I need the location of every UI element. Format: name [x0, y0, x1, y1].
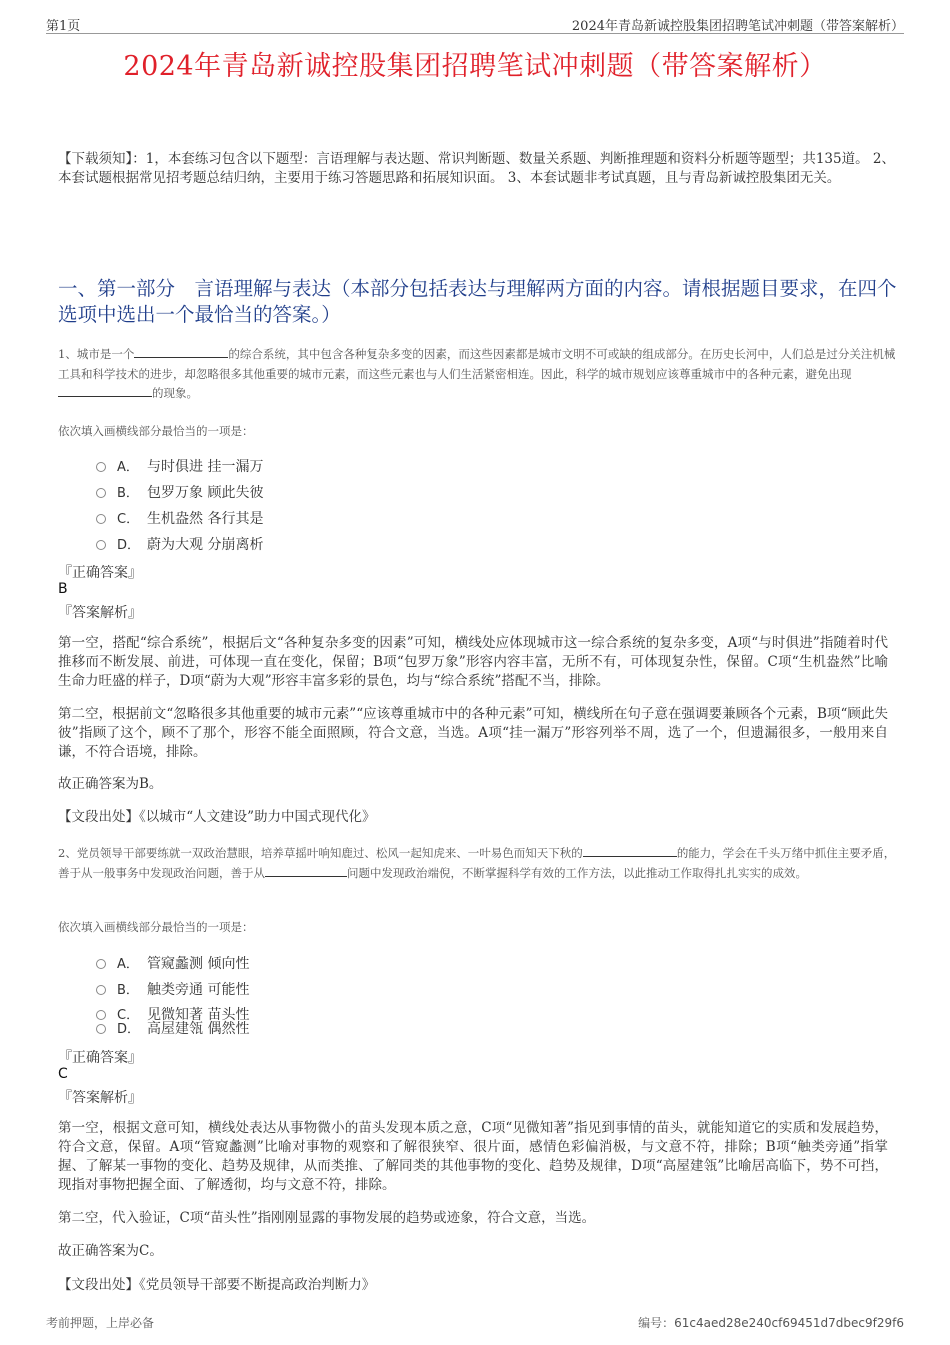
footer-serial [638, 1314, 904, 1331]
option-text: 生机盎然 各行其是 [147, 511, 264, 527]
question-1-stem-part-1: 1、城市是一个 [58, 347, 135, 361]
option-letter: D． [117, 538, 141, 553]
option-1a[interactable] [96, 456, 263, 476]
analysis-conclusion: 故正确答案为C。 [58, 1243, 163, 1259]
answer-blank [58, 384, 152, 397]
question-2-stem-part-2: 的能力，学会在千头万绪中抓住主要矛盾，善于从一般事务中发现政治问题，善于从 [58, 846, 896, 880]
analysis-conclusion: 故正确答案为B。 [58, 776, 163, 792]
option-letter: B． [117, 983, 139, 998]
analysis-paragraph: 第一空，搭配“综合系统”，根据后文“各种复杂多变的因素”可知，横线处应体现城市这一综合系统的复杂多变，A项“与时俱进”指随着时代推移而不断发展、前进，可体现一直在变化，保留；B项“包罗万象”形容内容丰富，无所不有，可体现复杂性，保留。C项“生机盎然”比喻生命力旺盛的样子，D项“蔚为大观”形容丰富多彩的景色，均与“综合系统”搭配不当，排除。 [58, 635, 888, 689]
correct-answer-label: 『正确答案』 [58, 1050, 142, 1066]
question-1-stem [58, 345, 904, 404]
option-letter: C． [117, 1008, 140, 1023]
option-text: 蔚为大观 分崩离析 [147, 537, 264, 553]
answer-blank [265, 864, 347, 877]
option-letter: B． [117, 486, 139, 501]
question-2-stem-part-1: 2、党员领导干部要练就一双政治慧眼，培养草摇叶响知鹿过、松风一起知虎来、一叶易色而知天下秋的 [58, 846, 583, 860]
option-1d[interactable] [96, 534, 263, 554]
correct-answer-label: 『正确答案』 [58, 565, 142, 581]
source-citation: 【文段出处】《以城市“人文建设”助力中国式现代化》 [58, 809, 376, 825]
header-divider [46, 33, 904, 34]
option-text: 高屋建瓴 偶然性 [147, 1021, 250, 1037]
answer-blank [583, 844, 677, 857]
radio-icon[interactable] [96, 462, 106, 472]
option-2a[interactable] [96, 953, 249, 973]
option-2b[interactable] [96, 979, 249, 999]
question-2-stem [58, 844, 904, 883]
page-number: 第1页 [46, 19, 81, 34]
radio-icon[interactable] [96, 959, 106, 969]
radio-icon[interactable] [96, 985, 106, 995]
option-text: 触类旁通 可能性 [147, 982, 250, 998]
question-2-stem-part-3: 问题中发现政治端倪，不断掌握科学有效的工作方法，以此推动工作取得扎扎实实的成效。 [347, 865, 807, 880]
analysis-paragraph: 第一空，根据文意可知，横线处表达从事物微小的苗头发现本质之意，C项“见微知著”指见到事情的苗头，就能知道它的实质和发展趋势，符合文意，保留。A项“管窥蠡测”比喻对事物的观察和了解很狭窄、很片面，感情色彩偏消极，与文意不符，排除；B项“触类旁通”指掌握、了解某一事物的变化、趋势及规律，从而类推、了解同类的其他事物的变化、趋势及规律，D项“高屋建瓴”比喻居高临下，势不可挡，现指对事物把握全面、了解透彻，均与文意不符，排除。 [58, 1120, 888, 1193]
radio-icon[interactable] [96, 540, 106, 550]
answer-blank [134, 345, 228, 358]
source-citation: 【文段出处】《党员领导干部要不断提高政治判断力》 [58, 1277, 376, 1293]
option-1c[interactable] [96, 508, 263, 528]
analysis-label: 『答案解析』 [58, 1090, 142, 1106]
question-1-prompt: 依次填入画横线部分最恰当的一项是： [58, 424, 254, 438]
option-text: 包罗万象 顾此失彼 [147, 485, 264, 501]
correct-answer: C [58, 1066, 68, 1082]
serial-label: 编号： [638, 1316, 675, 1330]
correct-answer: B [58, 581, 68, 597]
footer-slogan: 考前押题，上岸必备 [46, 1316, 155, 1330]
radio-icon[interactable] [96, 1024, 106, 1034]
option-letter: D． [117, 1022, 141, 1037]
header-doc-title: 2024年青岛新诚控股集团招聘笔试冲刺题（带答案解析） [571, 19, 904, 34]
download-notice: 【下载须知】：1，本套练习包含以下题型：言语理解与表达题、常识判断题、数量关系题、判断推理题和资料分析题等题型；共135道。 2、本套试题根据常见招考题总结归纳，主要用于练习答题思路和拓展知识面。 3、本套试题非考试真题，且与青岛新诚控股集团无关。 [58, 151, 895, 186]
serial-number: 61c4aed28e240cf69451d7dbec9f29f6 [674, 1316, 904, 1330]
option-text: 管窥蠡测 倾向性 [147, 956, 250, 972]
analysis-paragraph: 第二空，代入验证，C项“苗头性”指刚刚显露的事物发展的趋势或迹象，符合文意，当选。 [58, 1210, 596, 1226]
question-1-stem-part-2: 的综合系统，其中包含各种复杂多变的因素，而这些因素都是城市文明不可或缺的组成部分。在历史长河中，人们总是过分关注机械工具和科学技术的进步，却忽略很多其他重要的城市元素，而这些元素也与人们生活紧密相连。因此，科学的城市规划应该尊重城市中的各种元素，避免出现 [58, 347, 896, 381]
analysis-paragraph: 第二空，根据前文“忽略很多其他重要的城市元素”“应该尊重城市中的各种元素”可知，横线所在句子意在强调要兼顾各个元素，B项“顾此失彼”指顾了这个，顾不了那个，形容不能全面照顾，符合文意，当选。A项“挂一漏万”形容列举不周，选了一个，但遗漏很多，一般用来自谦，不符合语境，排除。 [58, 706, 888, 760]
radio-icon[interactable] [96, 514, 106, 524]
option-text: 与时俱进 挂一漏万 [147, 459, 264, 475]
analysis-label: 『答案解析』 [58, 605, 142, 621]
option-1b[interactable] [96, 482, 263, 502]
section-heading: 一、第一部分 言语理解与表达（本部分包括表达与理解两方面的内容。请根据题目要求，在四个选项中选出一个最恰当的答案。） [58, 277, 897, 326]
option-letter: C． [117, 512, 140, 527]
option-text: 见微知著 苗头性 [147, 1007, 250, 1023]
option-letter: A． [117, 460, 139, 475]
question-2-prompt: 依次填入画横线部分最恰当的一项是： [58, 920, 254, 934]
page-title: 2024年青岛新诚控股集团招聘笔试冲刺题（带答案解析） [123, 51, 827, 82]
option-letter: A． [117, 957, 139, 972]
option-2d[interactable] [96, 1018, 249, 1038]
radio-icon[interactable] [96, 488, 106, 498]
question-1-stem-part-3: 的现象。 [152, 386, 198, 400]
